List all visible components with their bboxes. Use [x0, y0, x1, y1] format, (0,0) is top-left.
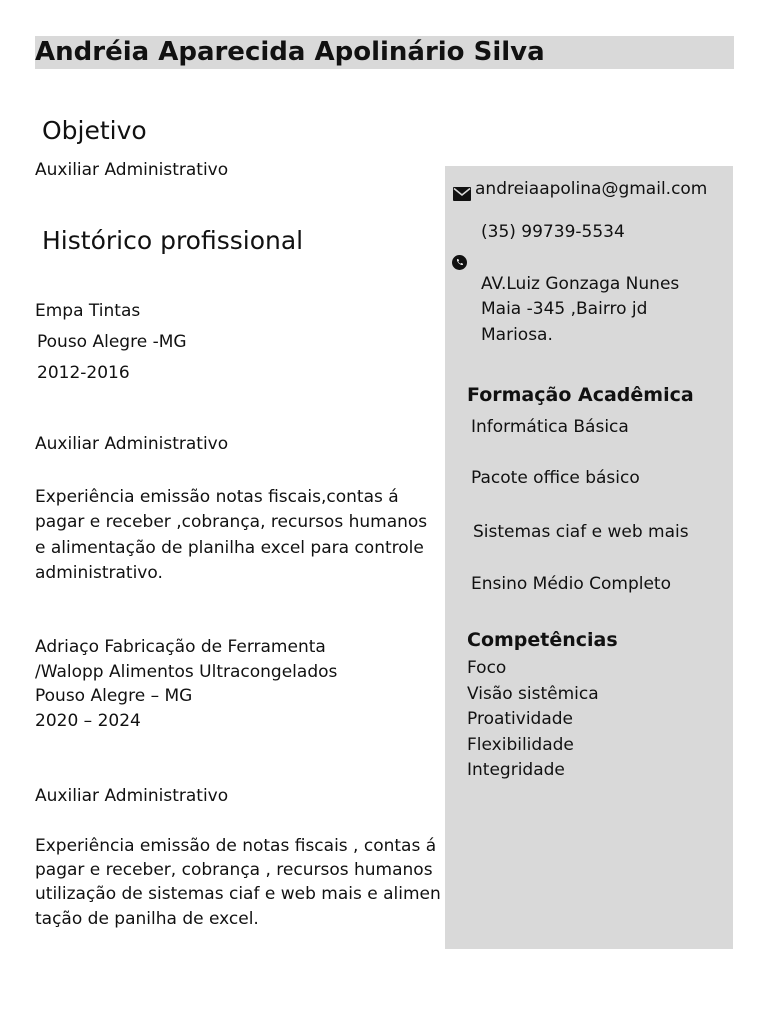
job-description-line: administrativo.	[35, 563, 163, 583]
job-period: 2020 – 2024	[35, 711, 141, 731]
job-description-line: Experiência emissão notas fiscais,contas á	[35, 487, 399, 507]
job-description-line: pagar e receber, cobrança , recursos humanos	[35, 860, 433, 880]
job-period: 2012-2016	[37, 363, 130, 383]
address-line: Maia -345 ,Bairro jd	[481, 299, 648, 319]
job-description-line: tação de panilha de excel.	[35, 909, 259, 929]
job-description-line: Experiência emissão de notas fiscais , contas á	[35, 836, 437, 856]
education-item: Pacote office básico	[471, 468, 640, 488]
phone-icon	[452, 255, 467, 270]
email-text[interactable]: andreiaapolina@gmail.com	[475, 179, 708, 199]
job-description-line: utilização de sistemas ciaf e web mais e alimen	[35, 884, 441, 904]
job-location: Pouso Alegre -MG	[37, 332, 187, 352]
skill-item: Integridade	[467, 760, 565, 780]
skill-item: Flexibilidade	[467, 735, 574, 755]
job-location: Pouso Alegre – MG	[35, 686, 193, 706]
objective-heading: Objetivo	[42, 116, 147, 145]
education-item: Ensino Médio Completo	[471, 574, 671, 594]
education-item: Informática Básica	[471, 417, 629, 437]
skills-heading: Competências	[467, 629, 618, 651]
envelope-icon	[453, 186, 471, 200]
job-description-line: e alimentação de planilha excel para controle	[35, 538, 424, 558]
job-company: Empa Tintas	[35, 301, 141, 321]
address-line: Mariosa.	[481, 325, 553, 345]
education-item: Sistemas ciaf e web mais	[473, 522, 689, 542]
education-heading: Formação Acadêmica	[467, 384, 694, 406]
objective-text: Auxiliar Administrativo	[35, 160, 229, 180]
skill-item: Visão sistêmica	[467, 684, 599, 704]
skill-item: Proatividade	[467, 709, 574, 729]
job-company: Adriaço Fabricação de Ferramenta	[35, 637, 326, 657]
phone-text[interactable]: (35) 99739-5534	[481, 222, 625, 242]
job-role: Auxiliar Administrativo	[35, 786, 229, 806]
job-company: /Walopp Alimentos Ultracongelados	[35, 662, 338, 682]
skill-item: Foco	[467, 658, 507, 678]
history-heading: Histórico profissional	[42, 226, 304, 255]
candidate-name: Andréia Aparecida Apolinário Silva	[35, 37, 545, 67]
job-description-line: pagar e receber ,cobrança, recursos humanos	[35, 512, 428, 532]
address-line: AV.Luiz Gonzaga Nunes	[481, 274, 680, 294]
job-role: Auxiliar Administrativo	[35, 434, 229, 454]
